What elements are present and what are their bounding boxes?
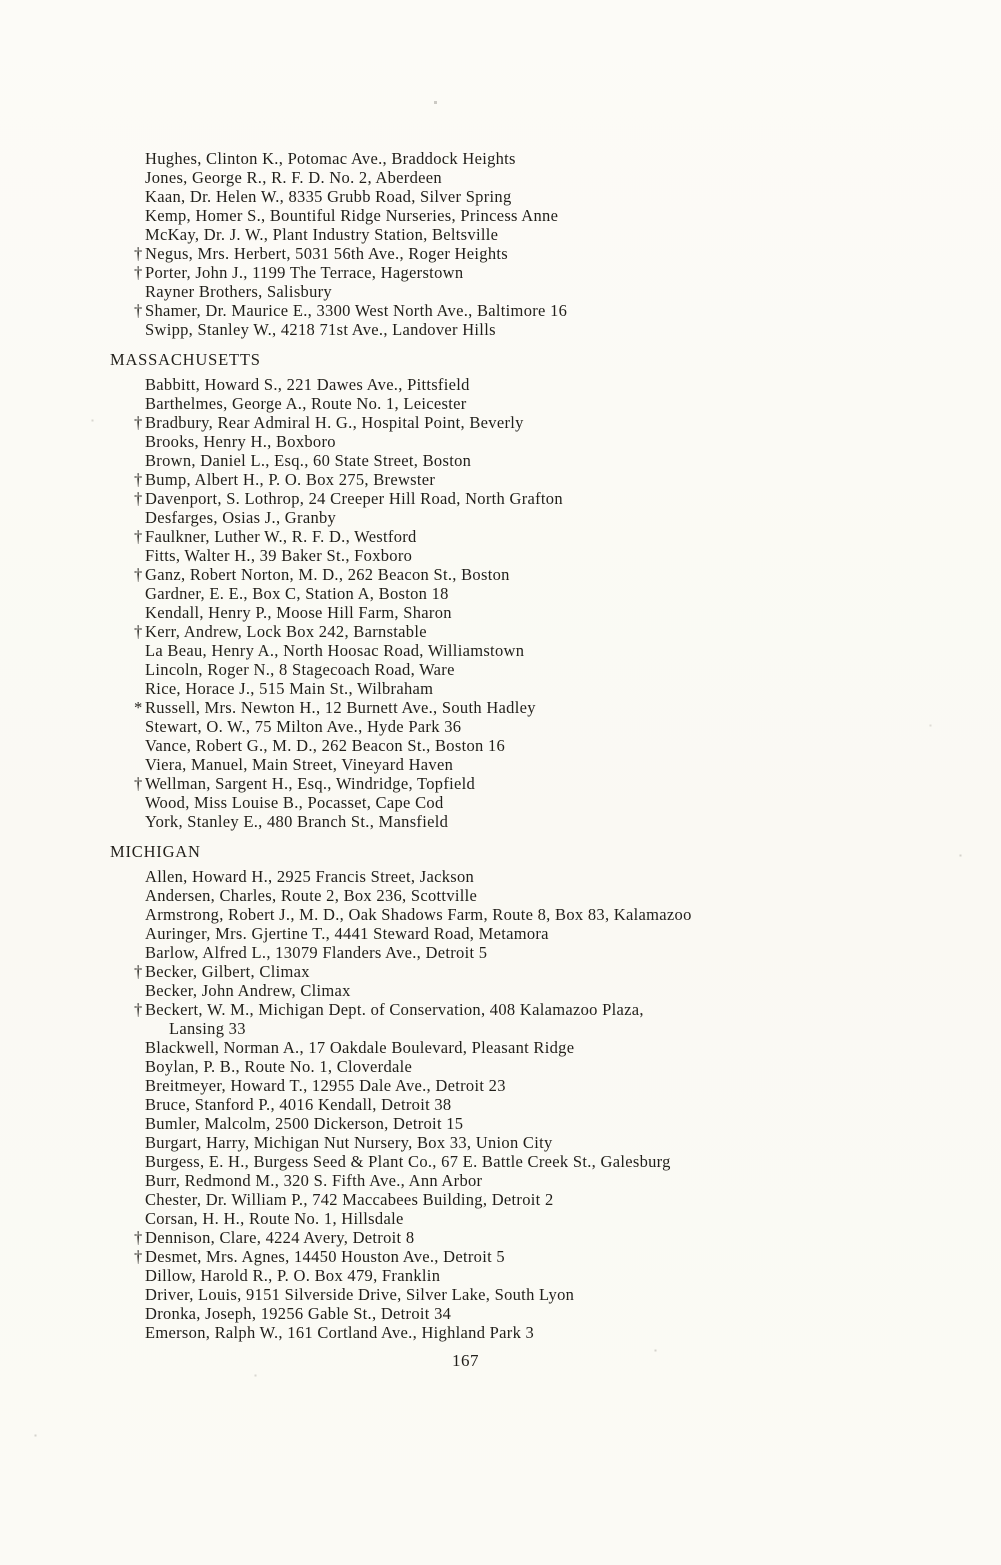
directory-entry: Armstrong, Robert J., M. D., Oak Shadows Farm, Route 8, Box 83, Kalamazoo [145,905,692,924]
membership-marker: † [134,1228,143,1247]
directory-entry: Hughes, Clinton K., Potomac Ave., Braddock Heights [145,149,516,168]
directory-entry: Brooks, Henry H., Boxboro [145,432,336,451]
directory-entry: Vance, Robert G., M. D., 262 Beacon St., Boston 16 [145,736,506,755]
directory-entry: Kemp, Homer S., Bountiful Ridge Nurseries, Princess Anne [145,206,559,225]
directory-entry: † Negus, Mrs. Herbert, 5031 56th Ave., Roger Heights [134,244,508,263]
directory-entry: Barlow, Alfred L., 13079 Flanders Ave., Detroit 5 [145,943,488,962]
directory-entry: Boylan, P. B., Route No. 1, Cloverdale [145,1057,413,1076]
directory-entry: Auringer, Mrs. Gjertine T., 4441 Steward Road, Metamora [145,924,549,943]
membership-marker: † [134,263,143,282]
directory-entry: La Beau, Henry A., North Hoosac Road, Williamstown [145,641,525,660]
directory-entry: † Beckert, W. M., Michigan Dept. of Conservation, 408 Kalamazoo Plaza, [134,1000,644,1019]
directory-entry: Kendall, Henry P., Moose Hill Farm, Sharon [145,603,452,622]
membership-marker: † [134,1000,143,1019]
directory-entry: Stewart, O. W., 75 Milton Ave., Hyde Park 36 [145,717,462,736]
membership-marker: † [134,774,143,793]
directory-entry: Dronka, Joseph, 19256 Gable St., Detroit 34 [145,1304,452,1323]
membership-marker: † [134,962,143,981]
state-section [0,842,1001,1342]
directory-entry: † Kerr, Andrew, Lock Box 242, Barnstable [134,622,427,641]
directory-entry: † Porter, John J., 1199 The Terrace, Hagerstown [134,263,464,282]
directory-entry: Fitts, Walter H., 39 Baker St., Foxboro [145,546,413,565]
state-heading: MICHIGAN [110,842,201,861]
directory-entry: Burgess, E. H., Burgess Seed & Plant Co., 67 E. Battle Creek St., Galesburg [145,1152,671,1171]
directory-entry: Rice, Horace J., 515 Main St., Wilbraham [145,679,434,698]
directory-entry: Corsan, H. H., Route No. 1, Hillsdale [145,1209,404,1228]
membership-marker: * [134,698,143,717]
directory-entry: † Davenport, S. Lothrop, 24 Creeper Hill Road, North Grafton [134,489,563,508]
directory-entry: Brown, Daniel L., Esq., 60 State Street, Boston [145,451,472,470]
membership-marker: † [134,489,143,508]
directory-entry: † Ganz, Robert Norton, M. D., 262 Beacon St., Boston [134,565,510,584]
directory-entry: Jones, George R., R. F. D. No. 2, Aberdeen [145,168,442,187]
directory-entry: Babbitt, Howard S., 221 Dawes Ave., Pittsfield [145,375,470,394]
directory-entry: † Faulkner, Luther W., R. F. D., Westford [134,527,417,546]
page-number: 167 [452,1351,479,1370]
directory-entry: Dillow, Harold R., P. O. Box 479, Franklin [145,1266,441,1285]
directory-entry: Burgart, Harry, Michigan Nut Nursery, Box 33, Union City [145,1133,553,1152]
directory-entry: Wood, Miss Louise B., Pocasset, Cape Cod [145,793,444,812]
directory-entry: † Shamer, Dr. Maurice E., 3300 West North Ave., Baltimore 16 [134,301,568,320]
directory-entry: † Bump, Albert H., P. O. Box 275, Brewster [134,470,436,489]
directory-entry: Desfarges, Osias J., Granby [145,508,337,527]
directory-entry: Burr, Redmond M., 320 S. Fifth Ave., Ann Arbor [145,1171,483,1190]
directory-entry: Barthelmes, George A., Route No. 1, Leicester [145,394,467,413]
directory-entry: Allen, Howard H., 2925 Francis Street, Jackson [145,867,475,886]
directory-entry: Gardner, E. E., Box C, Station A, Boston 18 [145,584,449,603]
directory-entry: Emerson, Ralph W., 161 Cortland Ave., Highland Park 3 [145,1323,535,1342]
directory-entry: † Bradbury, Rear Admiral H. G., Hospital Point, Beverly [134,413,524,432]
directory-entry: † Desmet, Mrs. Agnes, 14450 Houston Ave., Detroit 5 [134,1247,505,1266]
entry-continuation: Lansing 33 [169,1019,246,1038]
directory-entry: York, Stanley E., 480 Branch St., Mansfield [145,812,449,831]
directory-entry: Blackwell, Norman A., 17 Oakdale Boulevard, Pleasant Ridge [145,1038,575,1057]
membership-marker: † [134,244,143,263]
membership-marker: † [134,622,143,641]
directory-entry: McKay, Dr. J. W., Plant Industry Station, Beltsville [145,225,499,244]
directory-entry: Swipp, Stanley W., 4218 71st Ave., Landover Hills [145,320,496,339]
directory-entry: † Becker, Gilbert, Climax [134,962,310,981]
directory-entry: * Russell, Mrs. Newton H., 12 Burnett Ave., South Hadley [134,698,536,717]
directory-entry: Chester, Dr. William P., 742 Maccabees Building, Detroit 2 [145,1190,554,1209]
membership-marker: † [134,527,143,546]
directory-entry: Rayner Brothers, Salisbury [145,282,332,301]
directory-entry: Kaan, Dr. Helen W., 8335 Grubb Road, Silver Spring [145,187,512,206]
membership-marker: † [134,470,143,489]
state-section [0,350,1001,831]
state-section [0,149,1001,339]
directory-entry: Bumler, Malcolm, 2500 Dickerson, Detroit 15 [145,1114,464,1133]
directory-entry: Breitmeyer, Howard T., 12955 Dale Ave., Detroit 23 [145,1076,506,1095]
directory-entry: Bruce, Stanford P., 4016 Kendall, Detroit 38 [145,1095,452,1114]
membership-marker: † [134,301,143,320]
directory-entry: Andersen, Charles, Route 2, Box 236, Scottville [145,886,478,905]
membership-marker: † [134,565,143,584]
membership-marker: † [134,413,143,432]
membership-marker: † [134,1247,143,1266]
directory-entry: Becker, John Andrew, Climax [145,981,351,1000]
directory-entry: † Dennison, Clare, 4224 Avery, Detroit 8 [134,1228,415,1247]
directory-entry: † Wellman, Sargent H., Esq., Windridge, Topfield [134,774,476,793]
scan-noise [0,0,1,1]
directory-entry: Driver, Louis, 9151 Silverside Drive, Silver Lake, South Lyon [145,1285,575,1304]
state-heading: MASSACHUSETTS [110,350,261,369]
directory-entry: Viera, Manuel, Main Street, Vineyard Haven [145,755,454,774]
directory-entry: Lincoln, Roger N., 8 Stagecoach Road, Ware [145,660,455,679]
